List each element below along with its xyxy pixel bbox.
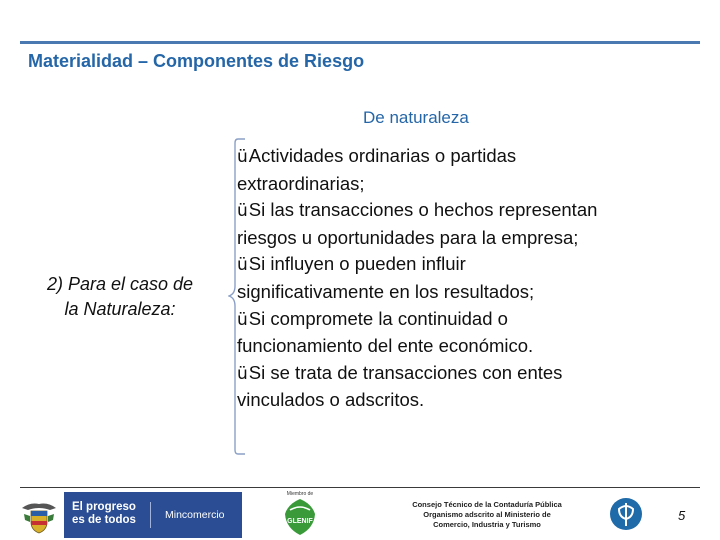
list-item-line1: Si compromete la continuidad o (248, 307, 508, 329)
glenif-member-label: Miembro de (286, 491, 314, 497)
check-icon: ü (237, 201, 248, 222)
list-item (237, 197, 677, 251)
left-label-line2: la Naturaleza: (64, 299, 176, 319)
top-rule (20, 41, 700, 44)
criteria-list (237, 143, 677, 414)
list-item-line2: funcionamiento del ente económico. (237, 335, 534, 357)
banner-line2: es de todos (72, 514, 136, 526)
ctcp-text (412, 500, 562, 530)
left-label (20, 272, 220, 322)
list-item (237, 251, 677, 305)
ctcp-logo-icon (609, 497, 643, 531)
list-item-line2: significativamente en los resultados; (237, 280, 535, 302)
check-icon: ü (237, 363, 248, 384)
list-item-line1: Actividades ordinarias o partidas (248, 145, 517, 166)
list-item-line1: Si influyen o pueden influir (248, 253, 466, 275)
footer-rule (20, 487, 700, 488)
check-icon: ü (237, 147, 248, 167)
list-item (237, 360, 677, 414)
list-item-line1: Si las transacciones o hechos representan (248, 199, 598, 221)
check-icon: ü (237, 309, 248, 330)
coat-of-arms-icon (20, 500, 58, 534)
government-banner (64, 492, 242, 538)
page-number: 5 (678, 508, 686, 523)
list-item-line1: Si se trata de transacciones con entes (248, 361, 563, 383)
check-icon: ü (237, 255, 248, 276)
list-item-line2: vinculados o adscritos. (237, 389, 425, 411)
banner-line1: El progreso (72, 501, 136, 513)
list-item (237, 306, 677, 360)
list-item-line2: extraordinarias; (237, 172, 365, 194)
ctcp-line1: Consejo Técnico de la Contaduría Pública (412, 500, 562, 509)
mincomercio-label: Mincomercio (165, 509, 225, 521)
list-item-line2: riesgos u oportunidades para la empresa; (237, 226, 579, 248)
glenif-logo (278, 491, 322, 537)
banner-divider (150, 502, 151, 528)
slide-title: Materialidad – Componentes de Riesgo (28, 51, 365, 71)
glenif-emblem-icon (282, 498, 318, 536)
glenif-text: GLENIF (287, 518, 313, 525)
list-item (237, 143, 677, 197)
left-label-line1: 2) Para el caso de (46, 274, 194, 294)
ctcp-line2: Organismo adscrito al Ministerio de Comercio, Industria y Turismo (423, 510, 551, 529)
slide-subtitle: De naturaleza (363, 108, 469, 127)
